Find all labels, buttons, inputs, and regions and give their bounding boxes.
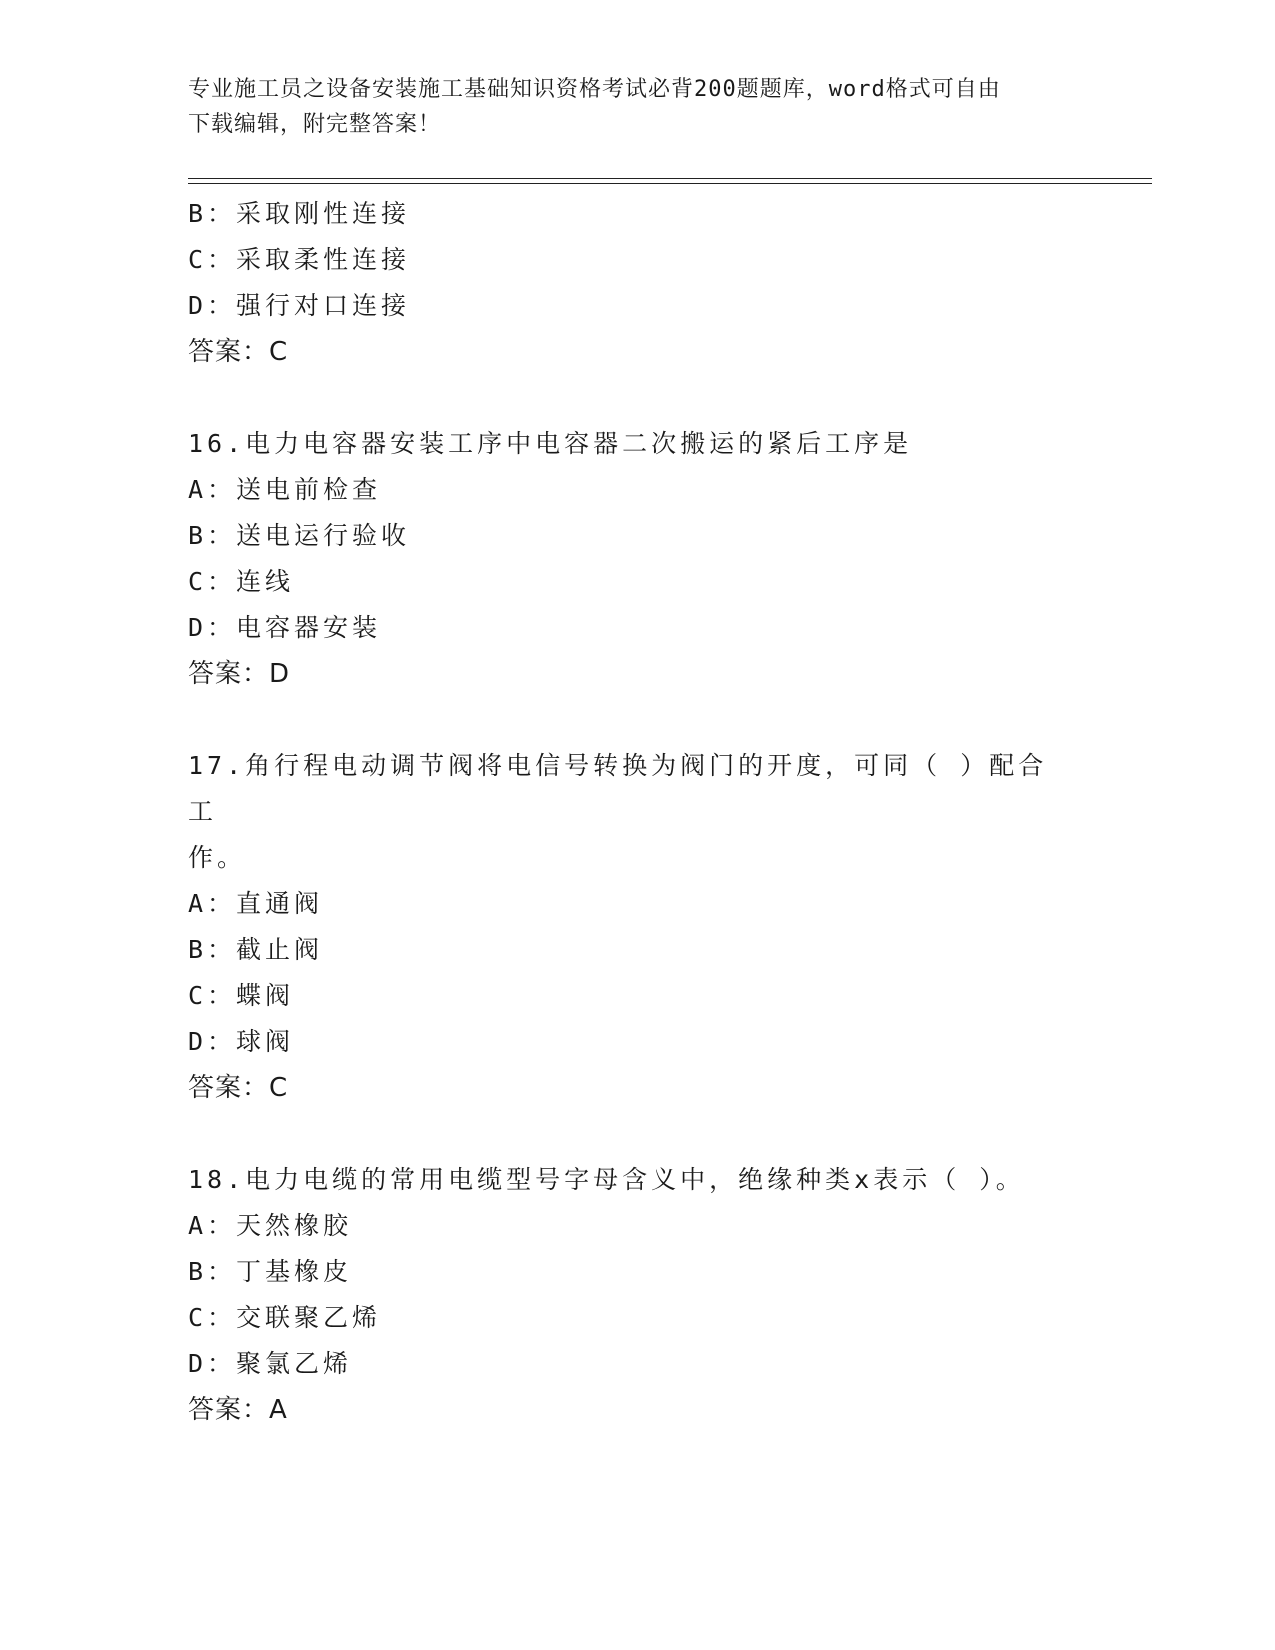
answer-line: 答案：A: [188, 1395, 288, 1425]
question-block-15-continued: [188, 191, 1068, 375]
spacer: [188, 375, 1068, 421]
option-b: B：截止阀: [188, 935, 324, 964]
question-text: 18.电力电缆的常用电缆型号字母含义中，绝缘种类x表示（ ）。: [188, 1165, 1025, 1194]
question-text: 16.电力电容器安装工序中电容器二次搬运的紧后工序是: [188, 429, 913, 458]
document-header: [188, 72, 1068, 142]
spacer: [188, 697, 1068, 743]
option-d: D：强行对口连接: [188, 291, 411, 320]
option-c: C：交联聚乙烯: [188, 1303, 382, 1332]
question-block-16: [188, 421, 1068, 697]
spacer: [188, 1111, 1068, 1157]
question-text-line-2: 作。: [188, 843, 247, 872]
option-b: B：丁基橡皮: [188, 1257, 353, 1286]
question-list: [188, 191, 1068, 1433]
question-block-17: [188, 743, 1068, 1111]
question-block-18: [188, 1157, 1068, 1433]
header-title-line-1: 专业施工员之设备安装施工基础知识资格考试必背200题题库，word格式可自由: [188, 77, 1001, 102]
option-d: D：聚氯乙烯: [188, 1349, 353, 1378]
option-a: A：送电前检查: [188, 475, 382, 504]
answer-line: 答案：C: [188, 337, 289, 367]
answer-line: 答案：D: [188, 659, 291, 689]
option-d: D：电容器安装: [188, 613, 382, 642]
option-b: B：送电运行验收: [188, 521, 411, 550]
option-d: D：球阀: [188, 1027, 295, 1056]
header-title-line-2: 下载编辑，附完整答案！: [188, 112, 442, 137]
header-divider-bottom: [188, 183, 1152, 184]
option-a: A：直通阀: [188, 889, 324, 918]
answer-line: 答案：C: [188, 1073, 289, 1103]
option-c: C：采取柔性连接: [188, 245, 411, 274]
question-text-line-1: 17.角行程电动调节阀将电信号转换为阀门的开度，可同（ ）配合工: [188, 751, 1048, 826]
option-c: C：蝶阀: [188, 981, 295, 1010]
option-a: A：天然橡胶: [188, 1211, 353, 1240]
option-b: B：采取刚性连接: [188, 199, 411, 228]
option-c: C：连线: [188, 567, 295, 596]
header-divider-top: [188, 178, 1152, 179]
